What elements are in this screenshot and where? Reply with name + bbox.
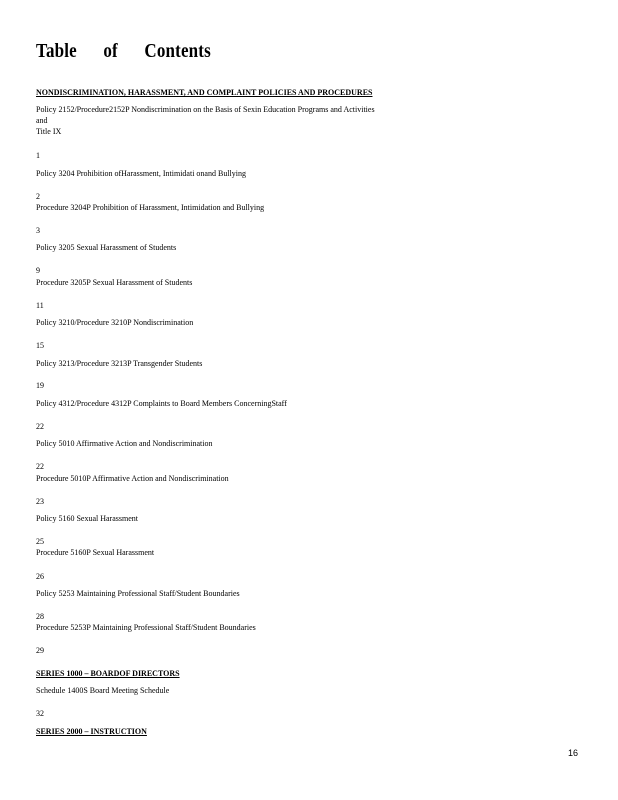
toc-line: Procedure 3204P Prohibition of Harassment, Intimidation and Bullying: [36, 203, 265, 212]
toc-line: Policy 2152/Procedure2152P Nondiscrimination on the Basis of Sexin Education Programs and Activities: [36, 105, 375, 114]
toc-page-number: 3: [36, 226, 40, 235]
toc-page-number: 25: [36, 537, 44, 546]
toc-page-number: 32: [36, 709, 44, 718]
toc-page-number: 22: [36, 422, 44, 431]
toc-page-number: 23: [36, 497, 44, 506]
toc-line: Policy 5253 Maintaining Professional Staff/Student Boundaries: [36, 589, 240, 598]
toc-page-number: 26: [36, 572, 44, 581]
toc-heading-series-2000: SERIES 2000 – INSTRUCTION: [36, 727, 147, 736]
toc-line: Policy 5010 Affirmative Action and Nondiscrimination: [36, 439, 213, 448]
toc-page-number: 15: [36, 341, 44, 350]
toc-line: Procedure 3205P Sexual Harassment of Students: [36, 278, 193, 287]
toc-heading-nondiscrimination: NONDISCRIMINATION, HARASSMENT, AND COMPLAINT POLICIES AND PROCEDURES: [36, 88, 373, 97]
toc-page-number: 28: [36, 612, 44, 621]
toc-line: Schedule 1400S Board Meeting Schedule: [36, 686, 170, 695]
toc-line: Policy 3204 Prohibition ofHarassment, Intimidati onand Bullying: [36, 169, 246, 178]
toc-page-number: 2: [36, 192, 40, 201]
toc-line: Title IX: [36, 127, 62, 136]
toc-page-number: 11: [36, 301, 44, 310]
toc-line: Policy 5160 Sexual Harassment: [36, 514, 138, 523]
toc-page-number: 9: [36, 266, 40, 275]
toc-heading-series-1000: SERIES 1000 – BOARDOF DIRECTORS: [36, 669, 180, 678]
toc-page-number: 19: [36, 381, 44, 390]
toc-page-number: 29: [36, 646, 44, 655]
toc-line: Procedure 5160P Sexual Harassment: [36, 548, 155, 557]
toc-page-number: 1: [36, 151, 40, 160]
page-number: 16: [568, 748, 579, 758]
toc-page-number: 22: [36, 462, 44, 471]
toc-line: and: [36, 116, 48, 125]
toc-line: Policy 3213/Procedure 3213P Transgender Students: [36, 359, 203, 368]
toc-line: Policy 3210/Procedure 3210P Nondiscrimination: [36, 318, 194, 327]
toc-line: Policy 4312/Procedure 4312P Complaints to Board Members ConcerningStaff: [36, 399, 287, 408]
toc-line: Procedure 5010P Affirmative Action and Nondiscrimination: [36, 474, 229, 483]
page-title: Table of Contents: [36, 40, 211, 62]
toc-line: Policy 3205 Sexual Harassment of Students: [36, 243, 177, 252]
toc-line: Procedure 5253P Maintaining Professional Staff/Student Boundaries: [36, 623, 256, 632]
